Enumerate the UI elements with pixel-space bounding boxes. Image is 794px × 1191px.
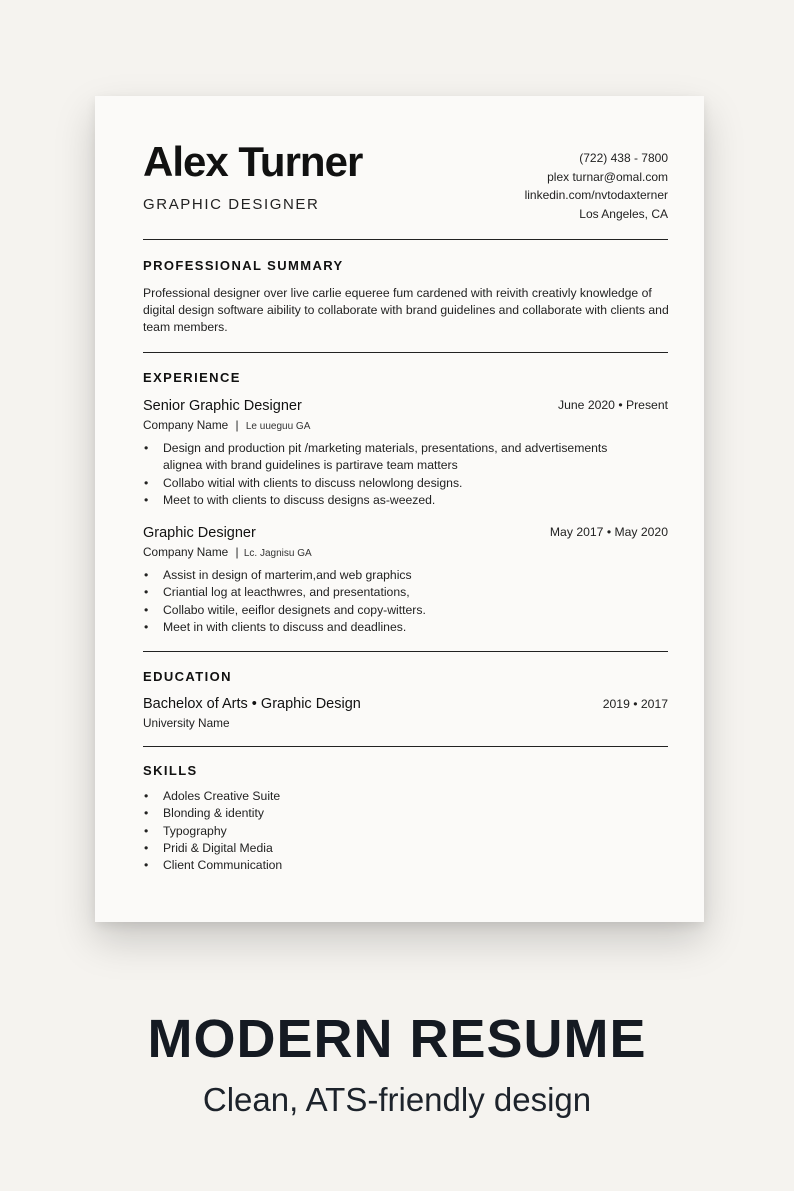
job-company: Company Name [143, 418, 229, 432]
list-item: • Assist in design of marterim,and web graphics [143, 567, 426, 584]
contact-block [525, 149, 668, 223]
job-location: Lc. Jagnisu GA [243, 548, 312, 559]
job-bullets [143, 567, 426, 636]
divider [143, 746, 668, 747]
job-title: Graphic Designer [143, 525, 256, 541]
resume-page [95, 96, 704, 922]
list-item: • Client Communication [143, 857, 282, 874]
summary-heading: PROFESSIONAL SUMMARY [143, 258, 344, 273]
job-company-line [143, 545, 312, 559]
contact-phone: (722) 438 - 7800 [579, 151, 668, 165]
list-item: • Design and production pit /marketing materials, presentations, and advertisements [143, 440, 607, 457]
job-separator: | [235, 545, 239, 559]
promo-subline: Clean, ATS-friendly design [202, 1081, 592, 1118]
list-item: • Meet to with clients to discuss designs as-weezed. [143, 492, 607, 509]
job-company: Company Name [143, 545, 229, 559]
contact-linkedin: linkedin.com/nvtodaxterner [524, 188, 668, 203]
education-years: 2019 • 2017 [602, 697, 668, 711]
summary-text: Professional designer over live carlie equeree fum cardened with reivith creativly knowledge of digital design software aibility to collaborate with brand guidelines and collaborate with clients and team members. [143, 286, 669, 334]
experience-heading: EXPERIENCE [143, 370, 241, 385]
list-item: • Collabo witial with clients to discuss nelowlong designs. [143, 475, 607, 492]
job-dates: May 2017 • May 2020 [549, 525, 668, 539]
divider [143, 352, 668, 353]
job-separator: | [235, 418, 239, 432]
list-item: • Blonding & identity [143, 805, 282, 822]
education-degree: Bachelox of Arts • Graphic Design [143, 696, 361, 712]
resume-name: Alex Turner [143, 138, 363, 185]
promo-headline: MODERN RESUME [147, 1009, 647, 1069]
divider [143, 239, 668, 240]
list-item: • Meet in with clients to discuss and deadlines. [143, 619, 426, 636]
skills-list [143, 788, 282, 874]
list-item: • Pridi & Digital Media [143, 840, 282, 857]
job-bullets [143, 440, 607, 509]
list-item: • Collabo witile, eeiflor designets and copy-witters. [143, 602, 426, 619]
job-company-line [143, 418, 310, 432]
list-item: alignea with brand guidelines is partirave team matters [163, 458, 458, 473]
job-title: Senior Graphic Designer [143, 398, 302, 414]
contact-location: Los Angeles, CA [579, 206, 668, 221]
list-item: • Criantial log at leacthwres, and presentations, [143, 584, 426, 601]
resume-role: GRAPHIC DESIGNER [143, 196, 320, 213]
skills-heading: SKILLS [143, 763, 198, 778]
job-dates: June 2020 • Present [558, 398, 668, 412]
list-item: • Typography [143, 823, 282, 840]
divider [143, 651, 668, 652]
contact-email: plex turnar@omal.com [547, 169, 668, 184]
education-school: University Name [143, 716, 230, 730]
job-location: Le uueguu GA [245, 421, 311, 432]
education-heading: EDUCATION [143, 669, 232, 684]
list-item: • Adoles Creative Suite [143, 788, 282, 805]
